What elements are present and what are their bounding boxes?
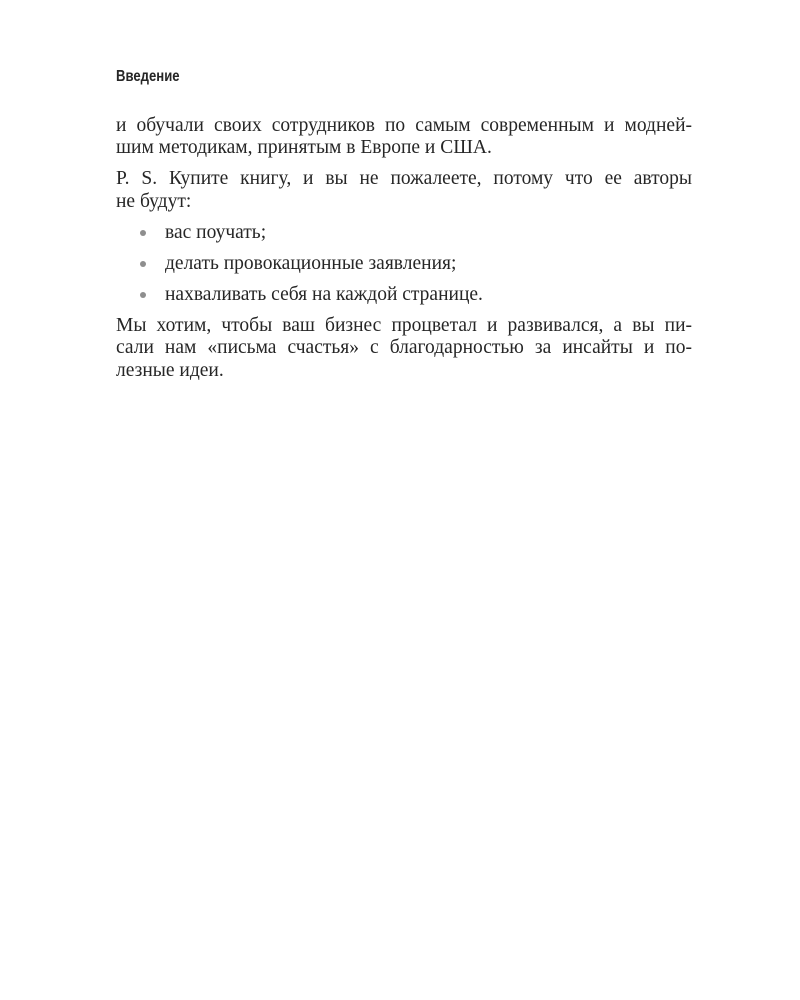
list-item (116, 284, 692, 307)
list-item-text: вас поучать; (165, 221, 267, 243)
text-line: сали нам «письма счастья» с благодарностью за инсайты и по- (116, 337, 692, 358)
list-item (116, 253, 692, 276)
text-line: P. S. Купите книгу, и вы не пожалеете, потому что ее авторы (116, 168, 692, 189)
body-text (116, 115, 692, 391)
list-item-text: делать провокационные заявления; (165, 252, 457, 274)
running-head: Введение (116, 68, 180, 85)
list-item (116, 222, 692, 245)
text-line: и обучали своих сотрудников по самым современным и модней- (116, 114, 692, 136)
paragraph-postscript (116, 168, 692, 213)
text-line: Мы хотим, чтобы ваш бизнес процветал и развивался, а вы пи- (116, 314, 692, 336)
text-line: шим методикам, принятым в Европе и США. (116, 137, 492, 158)
bullet-icon (140, 292, 146, 298)
text-line: лезные идеи. (116, 359, 224, 381)
bullet-icon (140, 230, 146, 236)
list-item-text: нахваливать себя на каждой странице. (165, 283, 483, 305)
paragraph-closing (116, 315, 692, 383)
paragraph-continuation (116, 115, 692, 160)
bullet-icon (140, 261, 146, 267)
text-line: не будут: (116, 190, 192, 212)
bullet-list (116, 222, 692, 307)
